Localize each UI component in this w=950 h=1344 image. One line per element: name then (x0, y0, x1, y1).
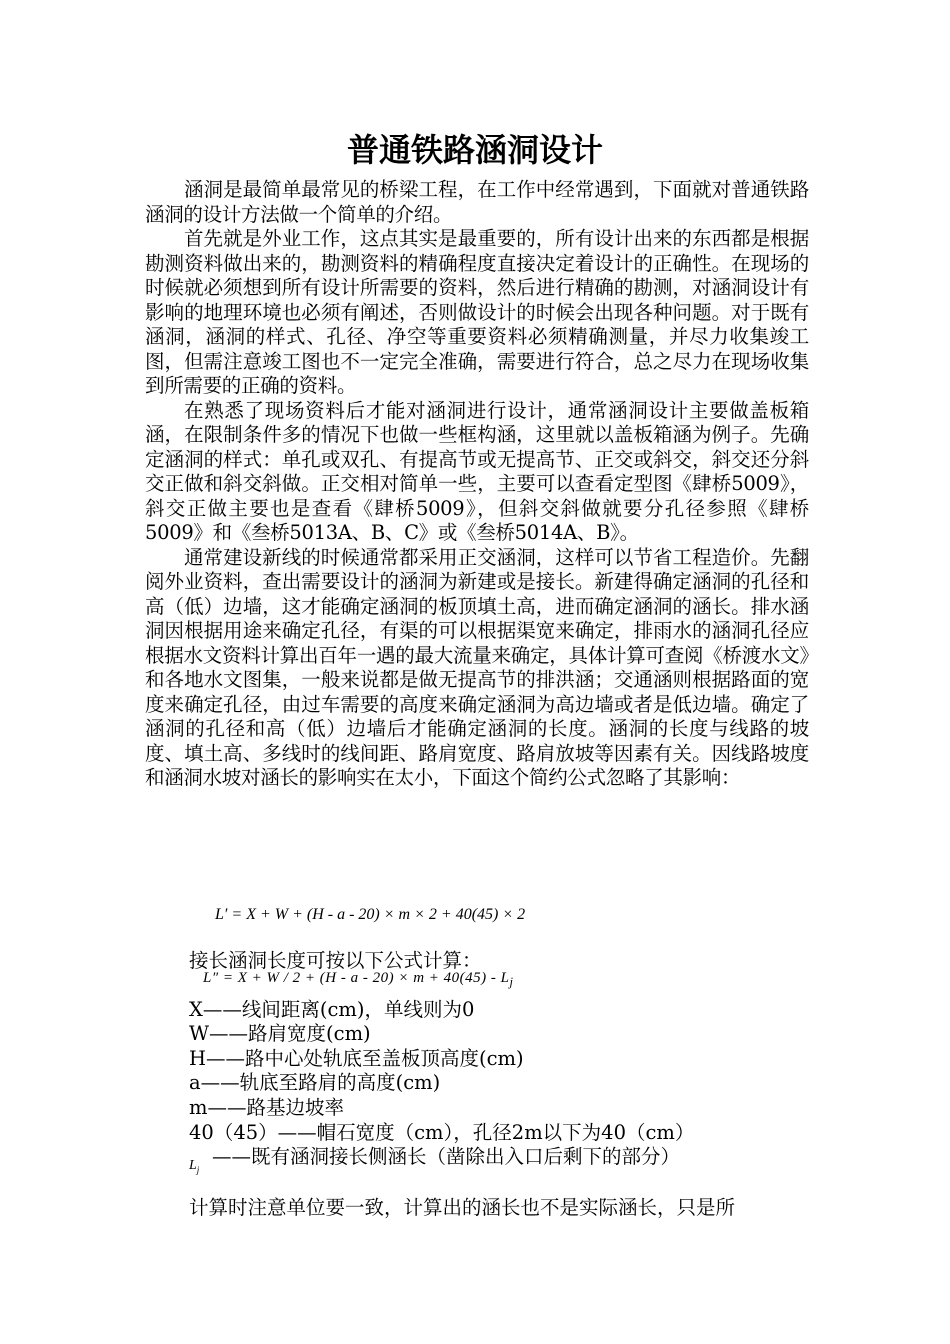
definition-item: X——线间距离(cm)，单线则为0 (189, 998, 475, 1021)
definition-item: 40（45）——帽石宽度（cm），孔径2m以下为40（cm） (189, 1121, 695, 1144)
formula-extension-subscript: j (509, 975, 514, 989)
formula-new-culvert-length: L′ = X + W + (H - a - 20) × m × 2 + 40(45) × 2 (215, 906, 526, 923)
paragraph: 涵洞是最简单最常见的桥梁工程，在工作中经常遇到，下面就对普通铁路涵洞的设计方法做一个简单的介绍。 (145, 178, 809, 226)
definition-item: H——路中心处轨底至盖板顶高度(cm) (189, 1047, 524, 1070)
formula-extension-main: L″ = X + W / 2 + (H - a - 20) × m + 40(45) - L (203, 970, 510, 986)
definition-item: a——轨底至路肩的高度(cm) (189, 1071, 441, 1094)
formula-extension-length (203, 970, 513, 990)
definition-item: ——既有涵洞接长侧涵长（凿除出入口后剩下的部分） (212, 1145, 681, 1168)
document-title: 普通铁路涵洞设计 (346, 131, 603, 169)
paragraph: 首先就是外业工作，这点其实是最重要的，所有设计出来的东西都是根据勘测资料做出来的，勘测资料的精确程度直接决定着设计的正确性。在现场的时候就必须想到所有设计所需要的资料，然后进行精确的勘测，对涵洞设计有影响的地理环境也必须有阐述，否则做设计的时候会出现各种问题。对于既有涵洞，涵洞的样式、孔径、净空等重要资料必须精确测量，并尽力收集竣工图，但需注意竣工图也不一定完全准确，需要进行符合，总之尽力在现场收集到所需要的正确的资料。 (145, 227, 809, 397)
extension-intro-line: 接长涵洞长度可按以下公式计算： (189, 949, 482, 972)
definition-item: W——路肩宽度(cm) (189, 1022, 371, 1045)
lj-symbol (189, 1158, 199, 1175)
paragraph: 在熟悉了现场资料后才能对涵洞进行设计，通常涵洞设计主要做盖板箱涵，在限制条件多的情况下也做一些框构涵，这里就以盖板箱涵为例子。先确定涵洞的样式：单孔或双孔、有提高节或无提高节、正交或斜交，斜交还分斜交正做和斜交斜做。正交相对简单一些，主要可以查看定型图《肆桥5009》，斜交正做主要也是查看《肆桥5009》，但斜交斜做就要分孔径参照《肆桥5009》和《叁桥5013A、B、C》或《叁桥5014A、B》。 (145, 398, 809, 544)
paragraph-continuation: 计算时注意单位要一致，计算出的涵长也不是实际涵长，只是所 (189, 1196, 736, 1219)
lj-symbol-main: L (189, 1158, 197, 1173)
lj-symbol-subscript: j (196, 1164, 200, 1175)
paragraph: 通常建设新线的时候通常都采用正交涵洞，这样可以节省工程造价。先翻阅外业资料，查出需要设计的涵洞为新建或是接长。新建得确定涵洞的孔径和高（低）边墙，这才能确定涵洞的板顶填土高，进而确定涵洞的涵长。排水涵洞因根据用途来确定孔径，有渠的可以根据渠宽来确定，排雨水的涵洞孔径应根据水文资料计算出百年一遇的最大流量来确定，具体计算可查阅《桥渡水文》和各地水文图集，一般来说都是做无提高节的排洪涵；交通涵则根据路面的宽度来确定孔径，由过车需要的高度来确定涵洞为高边墙或者是低边墙。确定了涵洞的孔径和高（低）边墙后才能确定涵洞的长度。涵洞的长度与线路的坡度、填土高、多线时的线间距、路肩宽度、路肩放坡等因素有关。因线路坡度和涵洞水坡对涵长的影响实在太小，下面这个简约公式忽略了其影响： (145, 545, 809, 789)
body-text (145, 178, 809, 791)
definition-item: m——路基边坡率 (189, 1096, 344, 1119)
